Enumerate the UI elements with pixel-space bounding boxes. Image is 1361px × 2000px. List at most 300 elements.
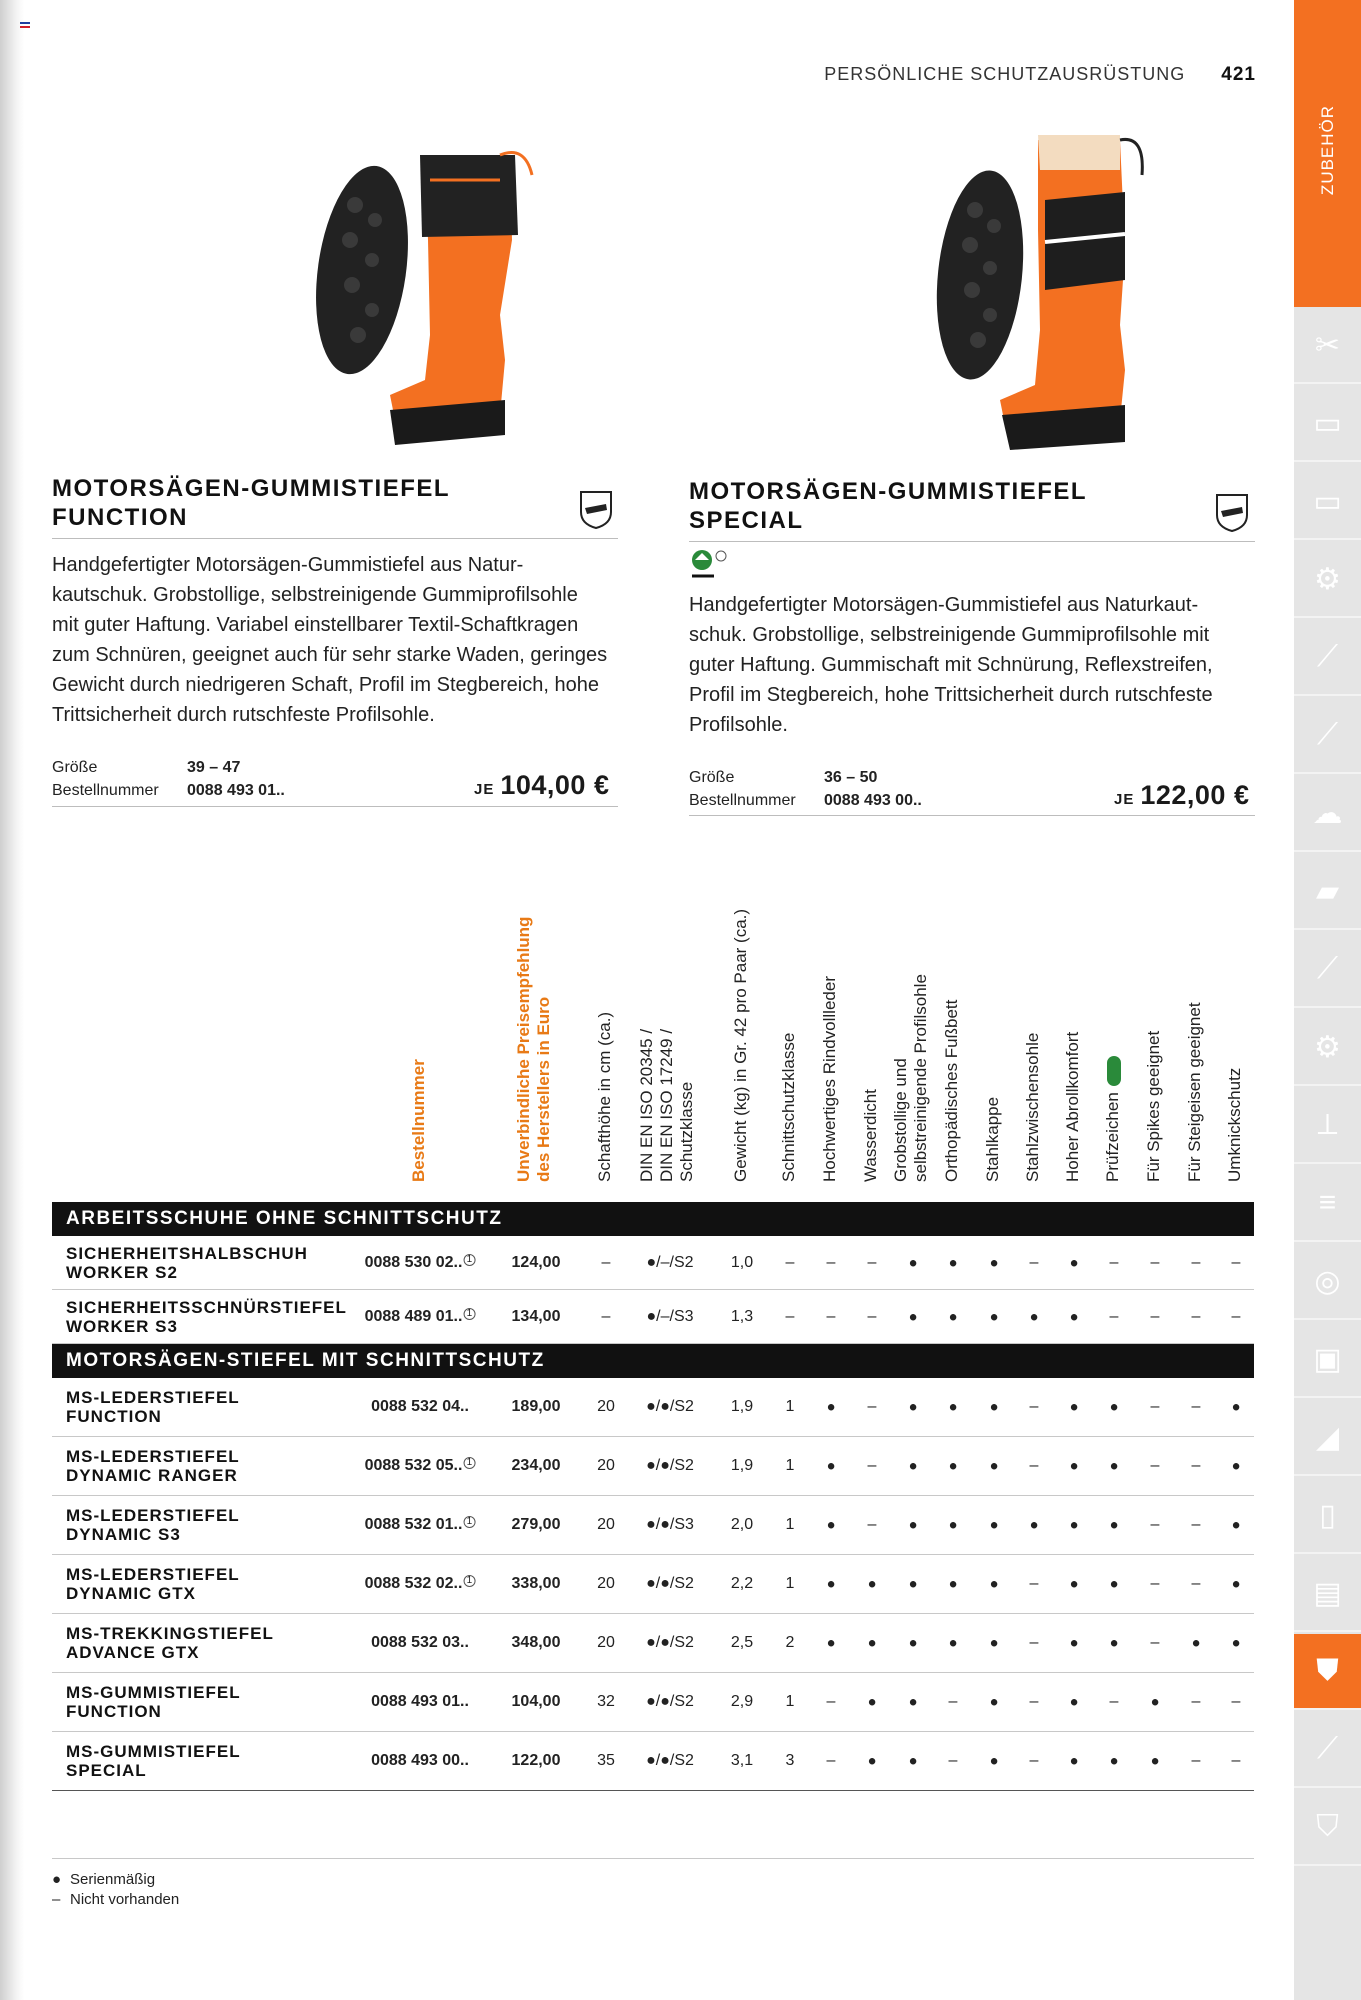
- product-name-line: MS-LEDERSTIEFEL: [66, 1447, 240, 1466]
- price-text: 124,00: [511, 1253, 561, 1271]
- column-header: [514, 917, 558, 1182]
- cut-protection-class: [786, 1634, 795, 1652]
- feature-flag-text: –: [1231, 1693, 1241, 1710]
- product-name-line: MS-LEDERSTIEFEL: [66, 1388, 240, 1407]
- cut-protection-class-text: 1: [785, 1398, 795, 1415]
- column-header: [779, 1033, 801, 1182]
- product-title-function: [52, 474, 450, 532]
- phone-icon[interactable]: ▯: [1294, 1478, 1361, 1554]
- feature-flag-text: –: [1231, 1253, 1241, 1271]
- product-price-function: [474, 770, 609, 801]
- price: [512, 1575, 561, 1593]
- lawnmower-icon[interactable]: ▰: [1294, 854, 1361, 930]
- cut-protection-shield-icon: [1214, 491, 1250, 533]
- feature-flag-text: ●: [1069, 1254, 1079, 1271]
- feature-flag: [1029, 1308, 1038, 1325]
- feature-flag-text: –: [1231, 1752, 1241, 1769]
- product-name: [66, 1447, 240, 1485]
- feature-flag-text: ●: [826, 1634, 836, 1652]
- feature-flag: [908, 1458, 917, 1475]
- feature-flag-text: –: [1029, 1634, 1039, 1651]
- chainsaw-icon[interactable]: ⚙: [1294, 542, 1361, 618]
- column-header-line: Stahlzwischensohle: [1023, 1032, 1042, 1182]
- column-header-line: Für Steigeisen geeignet: [1185, 1002, 1204, 1182]
- size-value: 39 – 47: [187, 759, 241, 776]
- feature-flag: [1192, 1308, 1201, 1326]
- feature-flag-text: –: [1231, 1307, 1241, 1325]
- column-header-line: Orthopädisches Fußbett: [942, 999, 961, 1182]
- feature-flag-text: ●: [1029, 1516, 1039, 1534]
- feature-flag: [1231, 1635, 1240, 1652]
- feature-flag-text: –: [1191, 1575, 1201, 1592]
- feature-flag-text: ●: [1069, 1634, 1079, 1652]
- feature-flag: [1231, 1399, 1240, 1416]
- feature-flag: [948, 1576, 957, 1593]
- feature-flag-text: ●: [948, 1457, 958, 1475]
- feature-flag: [1110, 1308, 1119, 1326]
- table-row: [52, 1236, 1254, 1290]
- product-name: [66, 1683, 241, 1721]
- feature-flag-text: –: [1029, 1575, 1039, 1592]
- column-header: [1023, 1033, 1045, 1182]
- price: [512, 1398, 561, 1416]
- feature-flag-text: ●: [908, 1575, 918, 1593]
- axe-icon[interactable]: ⟋: [1294, 1712, 1361, 1788]
- feature-flag: [989, 1399, 998, 1416]
- price: [512, 1308, 561, 1326]
- norm-class: [646, 1308, 693, 1326]
- product-name: [66, 1298, 347, 1336]
- feature-flag-text: –: [1191, 1693, 1201, 1710]
- feature-flag: [867, 1635, 876, 1652]
- feature-flag-text: –: [867, 1398, 877, 1415]
- weight: [731, 1516, 753, 1534]
- column-header-line: Unverbindliche Preisempfehlung: [514, 916, 533, 1182]
- feature-flag: [1192, 1398, 1201, 1416]
- feature-flag-text: ●: [908, 1752, 918, 1770]
- feature-flag: [1069, 1576, 1078, 1593]
- price-text: 338,00: [511, 1575, 561, 1592]
- battery-icon[interactable]: ▭: [1294, 386, 1361, 462]
- feature-flag: [867, 1753, 876, 1770]
- column-header-line: DIN EN ISO 17249 /: [657, 1028, 676, 1182]
- product-title-special: [689, 477, 1087, 535]
- table-row: [52, 1732, 1254, 1791]
- cut-protection-class-text: 3: [785, 1752, 795, 1769]
- price-divider: [689, 815, 1255, 816]
- feature-flag-text: ●: [1069, 1575, 1079, 1593]
- feature-flag-text: ●: [908, 1308, 918, 1325]
- feature-flag: [1069, 1517, 1078, 1534]
- feature-flag-text: ●: [989, 1752, 999, 1770]
- cut-protection-class-text: 1: [785, 1457, 795, 1474]
- weight: [731, 1457, 753, 1475]
- feature-flag: [908, 1517, 917, 1534]
- feature-flag: [827, 1308, 836, 1326]
- feature-flag: [1151, 1457, 1160, 1475]
- feature-flag-text: ●: [867, 1752, 877, 1770]
- feature-flag-text: ●: [1150, 1693, 1160, 1711]
- feature-flag: [989, 1517, 998, 1534]
- description-line: mit guter Haftung. Variabel einstellbarer Textil-Schaftkragen: [52, 614, 579, 636]
- feature-flag: [1069, 1694, 1078, 1711]
- feature-flag: [826, 1635, 835, 1652]
- feature-flag-text: ●: [1069, 1308, 1079, 1325]
- footnote-marker: 1: [463, 1308, 475, 1320]
- column-header: [891, 974, 935, 1182]
- order-number: [371, 1693, 469, 1711]
- feature-flag: [989, 1458, 998, 1475]
- feature-flag-text: –: [867, 1457, 877, 1474]
- product-specs-function: [52, 756, 352, 802]
- product-name-line: SICHERHEITSHALBSCHUH: [66, 1243, 308, 1263]
- feature-flag-text: ●: [989, 1308, 999, 1325]
- order-value: 0088 493 00..: [824, 792, 922, 809]
- cut-off-saw-icon[interactable]: ◎: [1294, 1244, 1361, 1320]
- tools-icon[interactable]: ✂: [1294, 308, 1361, 384]
- feature-flag: [1030, 1752, 1039, 1770]
- shredder-icon[interactable]: ▣: [1294, 1322, 1361, 1398]
- feature-flag-text: –: [1109, 1253, 1119, 1271]
- cut-protection-class-text: 1: [785, 1516, 795, 1533]
- feature-flag-text: ●: [1069, 1457, 1079, 1475]
- feature-flag-text: ●: [1231, 1457, 1241, 1475]
- order-number-text: 0088 532 01..: [364, 1516, 463, 1533]
- norm-class-text: ●/●/S2: [646, 1575, 694, 1592]
- weight-text: 1,9: [730, 1457, 754, 1474]
- feature-flag-text: ●: [1150, 1752, 1160, 1770]
- product-name-line: SICHERHEITSSCHNÜRSTIEFEL: [66, 1297, 347, 1317]
- feature-flag-text: ●: [989, 1398, 999, 1416]
- product-name: [66, 1244, 308, 1282]
- feature-flag: [1192, 1575, 1201, 1593]
- feature-flag: [908, 1694, 917, 1711]
- column-header-line: Bestellnummer: [409, 1059, 428, 1182]
- pole-saw-icon[interactable]: ⟋: [1294, 620, 1361, 696]
- feature-flag: [1151, 1254, 1160, 1272]
- shaft-height: [597, 1634, 615, 1652]
- feature-flag-text: –: [1150, 1516, 1160, 1533]
- weight-text: 2,5: [730, 1634, 754, 1651]
- kwf-test-mark-icon: [689, 548, 731, 584]
- feature-flag-text: –: [1109, 1307, 1119, 1325]
- weight: [731, 1308, 753, 1326]
- feature-flag: [1069, 1254, 1078, 1271]
- feature-flag: [1030, 1398, 1039, 1416]
- feature-flag: [948, 1517, 957, 1534]
- shaft-height: [597, 1693, 615, 1711]
- norm-class: [646, 1516, 694, 1534]
- shirt-icon[interactable]: ⛉: [1294, 1790, 1361, 1866]
- column-header-line: Schutzklasse: [677, 1081, 696, 1182]
- feature-flag: [908, 1576, 917, 1593]
- weight-text: 2,0: [730, 1516, 754, 1533]
- price: [512, 1457, 561, 1475]
- norm-class-text: ●/●/S2: [646, 1398, 694, 1415]
- product-name-line: DYNAMIC GTX: [66, 1584, 196, 1603]
- feature-flag-text: ●: [989, 1457, 999, 1475]
- feature-flag-text: ●: [1069, 1516, 1079, 1534]
- feature-flag-text: ●: [908, 1634, 918, 1652]
- cut-protection-class-text: –: [785, 1307, 795, 1325]
- feature-flag: [1150, 1694, 1159, 1711]
- feature-flag-text: –: [1150, 1634, 1160, 1651]
- feature-flag-text: –: [826, 1307, 836, 1325]
- brushcutter-icon[interactable]: ⟋: [1294, 932, 1361, 1008]
- column-header-line: Prüfzeichen: [1103, 1056, 1123, 1182]
- feature-flag: [1110, 1254, 1119, 1272]
- sidebar-tab-zubehoer[interactable]: [1294, 0, 1361, 307]
- feature-flag: [868, 1308, 877, 1326]
- feature-flag-text: –: [1029, 1752, 1039, 1769]
- shaft-height: [602, 1254, 611, 1272]
- footnote-marker: 1: [463, 1516, 475, 1528]
- feature-flag: [1232, 1254, 1241, 1272]
- weight-text: 1,9: [730, 1398, 754, 1415]
- boot-function-image: [300, 145, 540, 465]
- shaft-height: [597, 1398, 615, 1416]
- shaft-height-text: 32: [597, 1693, 615, 1710]
- feature-flag-text: ●: [1109, 1457, 1119, 1475]
- feature-flag-text: ●: [948, 1634, 958, 1652]
- description-line: kautschuk. Grobstollige, selbstreinigende Gummiprofilsohle: [52, 584, 578, 606]
- feature-flag-text: –: [1029, 1457, 1039, 1474]
- feature-flag: [1109, 1576, 1118, 1593]
- feature-flag-text: –: [826, 1253, 836, 1271]
- norm-class: [646, 1457, 694, 1475]
- feature-flag: [827, 1254, 836, 1272]
- feature-flag-text: –: [1150, 1307, 1160, 1325]
- product-name-line: DYNAMIC S3: [66, 1525, 181, 1544]
- column-header-line: Stahlkappe: [983, 1096, 1002, 1182]
- book-icon[interactable]: ▤: [1294, 1556, 1361, 1632]
- feature-flag-text: ●: [948, 1398, 958, 1416]
- feature-flag: [1069, 1399, 1078, 1416]
- feature-flag-text: ●: [989, 1254, 999, 1271]
- product-title-line2: FUNCTION: [52, 504, 188, 531]
- column-header-line: Hochwertiges Rindvollleder: [820, 976, 839, 1182]
- feature-flag-text: ●: [826, 1457, 836, 1475]
- feature-flag: [1109, 1753, 1118, 1770]
- feature-flag: [1232, 1308, 1241, 1326]
- order-number: [365, 1254, 476, 1272]
- footnote-marker: 1: [463, 1254, 475, 1266]
- vacuum-icon[interactable]: ◢: [1294, 1400, 1361, 1476]
- order-number-text: 0088 530 02..: [364, 1253, 463, 1271]
- norm-class-text: ●/●/S2: [646, 1457, 694, 1474]
- feature-flag: [948, 1458, 957, 1475]
- feature-flag: [1192, 1693, 1201, 1711]
- price-value: 122,00 €: [1140, 780, 1250, 810]
- product-name: [66, 1742, 241, 1780]
- price-text: 234,00: [511, 1457, 561, 1474]
- shaft-height-text: –: [601, 1253, 611, 1271]
- weight-text: 3,1: [730, 1752, 754, 1769]
- cut-protection-class: [786, 1457, 795, 1475]
- feature-flag-text: ●: [1029, 1308, 1039, 1325]
- legend-symbol: –: [52, 1891, 61, 1908]
- feature-flag-text: ●: [1109, 1398, 1119, 1416]
- feature-flag-text: –: [1191, 1752, 1201, 1769]
- hedge-trimmer-icon[interactable]: ≡: [1294, 1166, 1361, 1242]
- language-flag-icon: [20, 22, 30, 28]
- column-header: [1225, 1068, 1247, 1182]
- cut-protection-class-text: 1: [785, 1575, 795, 1592]
- table-row: [52, 1437, 1254, 1496]
- feature-flag: [908, 1753, 917, 1770]
- size-label: Größe: [52, 759, 98, 776]
- norm-class-text: ●/●/S3: [646, 1516, 694, 1533]
- order-label: Bestellnummer: [52, 782, 159, 799]
- feature-flag: [826, 1458, 835, 1475]
- norm-class-text: ●/●/S2: [646, 1752, 694, 1769]
- cut-protection-class-text: –: [785, 1253, 795, 1271]
- order-number: [365, 1516, 476, 1534]
- product-name: [66, 1506, 240, 1544]
- price-divider: [52, 806, 618, 807]
- page-edge-shadow: [0, 0, 24, 2000]
- legend-text: Serienmäßig: [70, 1871, 156, 1888]
- shaft-height-text: –: [601, 1307, 611, 1325]
- weight-text: 2,9: [730, 1693, 754, 1710]
- feature-flag-text: ●: [989, 1634, 999, 1652]
- cut-protection-class-text: 1: [785, 1693, 795, 1710]
- feature-flag-text: ●: [1231, 1575, 1241, 1593]
- feature-flag-text: –: [1109, 1693, 1119, 1710]
- price-text: 122,00: [511, 1752, 561, 1769]
- order-number: [365, 1457, 476, 1475]
- order-number-text: 0088 493 00..: [371, 1752, 469, 1769]
- page-number: 421: [1221, 64, 1256, 85]
- auger-icon[interactable]: ⟂: [1294, 1088, 1361, 1164]
- blower-icon[interactable]: ☁: [1294, 776, 1361, 852]
- boot-special-image: [920, 130, 1160, 460]
- feature-flag: [1192, 1516, 1201, 1534]
- order-number: [365, 1575, 476, 1593]
- cut-protection-class: [786, 1308, 795, 1326]
- feature-flag-text: ●: [1109, 1634, 1119, 1652]
- feature-flag: [989, 1308, 998, 1325]
- feature-flag: [1029, 1517, 1038, 1534]
- feature-flag-text: –: [1191, 1307, 1201, 1325]
- shaft-height: [597, 1575, 615, 1593]
- section-header: MOTORSÄGEN-STIEFEL MIT SCHNITTSCHUTZ: [52, 1344, 1254, 1378]
- feature-flag-text: –: [1150, 1253, 1160, 1271]
- feature-flag-text: –: [867, 1253, 877, 1271]
- price: [512, 1516, 561, 1534]
- footnote-marker: 1: [463, 1575, 475, 1587]
- product-name-line: FUNCTION: [66, 1407, 162, 1426]
- feature-flag: [867, 1576, 876, 1593]
- feature-flag: [989, 1694, 998, 1711]
- shaft-height-text: 20: [597, 1398, 615, 1415]
- column-header-line: Hoher Abrollkomfort: [1063, 1031, 1082, 1182]
- column-header-line: Wasserdicht: [861, 1089, 880, 1182]
- feature-flag-text: –: [1191, 1398, 1201, 1415]
- description-line: Gewicht durch niedrigeren Schaft, Profil im Stegbereich, hohe: [52, 674, 599, 696]
- column-header: [595, 1012, 617, 1182]
- feature-flag: [1030, 1634, 1039, 1652]
- feature-flag: [1109, 1458, 1118, 1475]
- feature-flag-text: –: [1150, 1457, 1160, 1474]
- description-line: Profilsohle.: [689, 714, 788, 736]
- feature-flag-text: –: [1191, 1253, 1201, 1271]
- feature-flag-text: –: [1029, 1398, 1039, 1415]
- jacket-icon[interactable]: ⛊: [1294, 1634, 1361, 1710]
- footnote-divider: [52, 1858, 1254, 1859]
- product-specs-special: [689, 766, 989, 812]
- cut-protection-class: [786, 1254, 795, 1272]
- footnote-marker: 1: [463, 1457, 475, 1469]
- column-header-line: Grobstollige und: [891, 1058, 910, 1182]
- cut-protection-class: [786, 1752, 795, 1770]
- column-header: [820, 976, 842, 1182]
- cut-protection-class: [786, 1398, 795, 1416]
- weight: [731, 1398, 753, 1416]
- product-name-line: WORKER S3: [66, 1316, 178, 1336]
- feature-flag-text: ●: [989, 1693, 999, 1711]
- table-row: [52, 1555, 1254, 1614]
- feature-flag-text: ●: [989, 1516, 999, 1534]
- feature-flag-text: –: [948, 1693, 958, 1710]
- product-name-line: WORKER S2: [66, 1262, 178, 1282]
- title-divider: [52, 538, 618, 539]
- shaft-height-text: 20: [597, 1575, 615, 1592]
- tiller-icon[interactable]: ⚙: [1294, 1010, 1361, 1086]
- feature-flag-text: ●: [1231, 1516, 1241, 1534]
- product-name-line: SPECIAL: [66, 1761, 147, 1780]
- feature-flag-text: ●: [826, 1516, 836, 1534]
- feature-flag: [1151, 1575, 1160, 1593]
- feature-flag: [989, 1576, 998, 1593]
- table-row: [52, 1378, 1254, 1437]
- product-name-line: MS-LEDERSTIEFEL: [66, 1565, 240, 1584]
- feature-flag-text: –: [867, 1307, 877, 1325]
- feature-flag: [1151, 1308, 1160, 1326]
- feature-flag: [1110, 1693, 1119, 1711]
- product-title-line1: MOTORSÄGEN-GUMMISTIEFEL: [52, 475, 451, 502]
- column-header: [1185, 1002, 1207, 1182]
- feature-flag: [948, 1308, 957, 1325]
- feature-flag: [908, 1399, 917, 1416]
- feature-flag: [1109, 1399, 1118, 1416]
- cut-protection-class: [786, 1516, 795, 1534]
- feature-flag-text: ●: [989, 1575, 999, 1593]
- battery-icon[interactable]: ▭: [1294, 464, 1361, 540]
- feature-flag-text: ●: [1231, 1634, 1241, 1652]
- feature-flag-text: ●: [1231, 1398, 1241, 1416]
- feature-flag: [1151, 1634, 1160, 1652]
- norm-class: [646, 1575, 694, 1593]
- feature-flag-text: ●: [908, 1254, 918, 1271]
- section-header: ARBEITSSCHUHE OHNE SCHNITTSCHUTZ: [52, 1202, 1254, 1236]
- feature-flag: [1069, 1753, 1078, 1770]
- shaft-height: [602, 1308, 611, 1326]
- feature-flag: [1231, 1458, 1240, 1475]
- kwf-test-mark-icon: [1107, 1056, 1121, 1086]
- feature-flag: [826, 1576, 835, 1593]
- feature-flag-text: ●: [948, 1575, 958, 1593]
- price: [512, 1693, 561, 1711]
- shaft-height-text: 20: [597, 1457, 615, 1474]
- trimmer-icon[interactable]: ⟋: [1294, 698, 1361, 774]
- feature-flag-text: –: [1029, 1253, 1039, 1271]
- feature-flag-text: ●: [908, 1457, 918, 1475]
- description-line: Handgefertigter Motorsägen-Gummistiefel aus Natur-: [52, 554, 524, 576]
- product-title-line2: SPECIAL: [689, 507, 804, 534]
- norm-class: [646, 1693, 694, 1711]
- feature-flag: [1109, 1635, 1118, 1652]
